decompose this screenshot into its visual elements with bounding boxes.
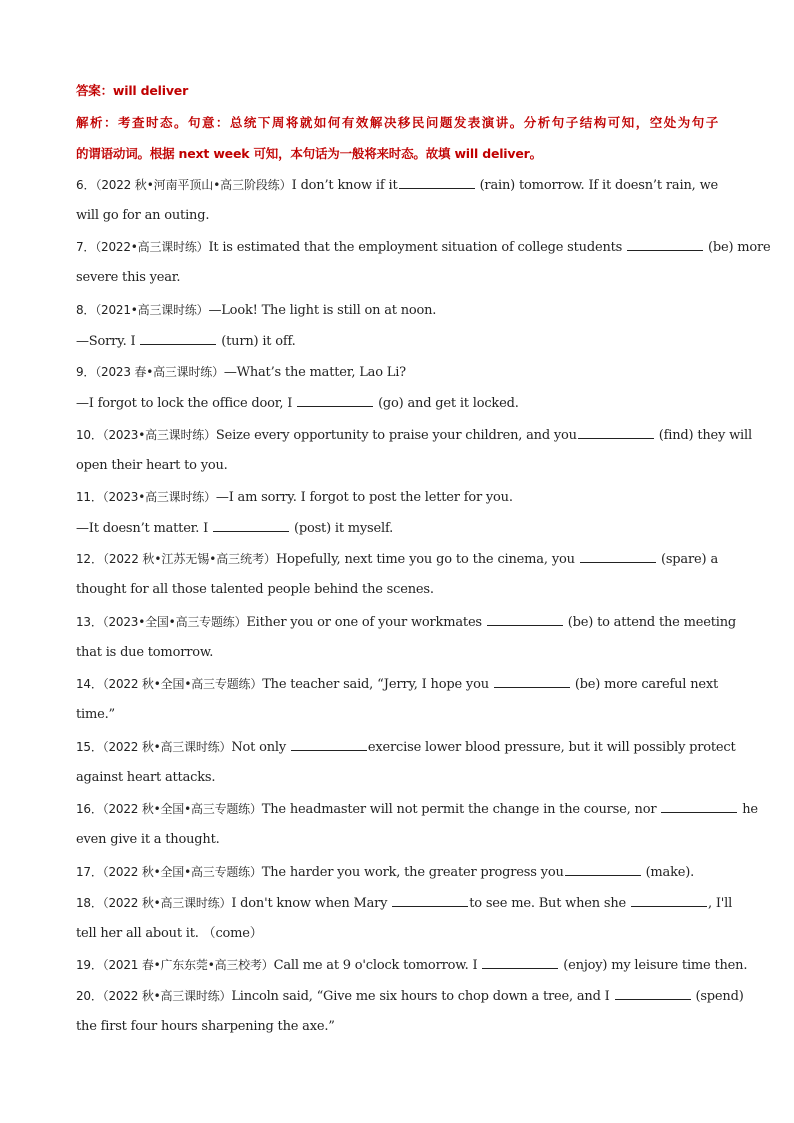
question-12: 12．（2022 秋•江苏无锡•高三统考）Hopefully, next time you go to the cinema, you (spare) a [76,552,718,567]
answer-blank[interactable] [399,176,475,189]
question-source: 12．（2022 秋•江苏无锡•高三统考） [76,552,276,566]
question-15-cont: against heart attacks. [76,770,216,785]
question-18-cont: tell her all about it. （come） [76,926,263,941]
question-source: 17．（2022 秋•全国•高三专题练） [76,865,262,879]
question-source: 15．（2022 秋•高三课时练） [76,740,232,754]
answer-blank[interactable] [627,238,703,251]
question-source: 13．（2023•全国•高三专题练） [76,615,247,629]
question-source: 10．（2023•高三课时练） [76,428,216,442]
question-18: 18．（2022 秋•高三课时练）I don't know when Mary to see me. But when she , I'll [76,896,733,911]
answer-blank[interactable] [661,800,737,813]
question-20-cont: the first four hours sharpening the axe.” [76,1019,335,1034]
question-6: 6．（2022 秋•河南平顶山•高三阶段练）I don’t know if it (rain) tomorrow. If it doesn’t rain, we [76,178,719,193]
question-11: 11．（2023•高三课时练）—I am sorry. I forgot to post the letter for you. [76,490,513,505]
question-14-cont: time.” [76,707,115,722]
question-source: 18．（2022 秋•高三课时练） [76,896,232,910]
answer-blank[interactable] [291,738,367,751]
question-source: 8．（2021•高三课时练） [76,303,209,317]
question-source: 19．（2021 春•广东东莞•高三校考） [76,958,274,972]
question-7: 7．（2022•高三课时练）It is estimated that the employment situation of college students (be) more [76,240,771,255]
question-20: 20．（2022 秋•高三课时练）Lincoln said, “Give me six hours to chop down a tree, and I (spend) [76,989,744,1004]
answer-blank[interactable] [580,550,656,563]
question-10: 10．（2023•高三课时练）Seize every opportunity to praise your children, and you (find) they will [76,428,752,443]
answer-blank[interactable] [487,613,563,626]
question-source: 6．（2022 秋•河南平顶山•高三阶段练） [76,178,292,192]
answer-blank[interactable] [482,956,558,969]
answer-blank[interactable] [297,394,373,407]
question-source: 11．（2023•高三课时练） [76,490,216,504]
question-15: 15．（2022 秋•高三课时练）Not only exercise lower blood pressure, but it will possibly protect [76,740,736,755]
question-9: 9．（2023 春•高三课时练）—What’s the matter, Lao Li? [76,365,406,380]
question-6-cont: will go for an outing. [76,208,210,223]
analysis-line-2: 的谓语动词。根据 next week 可知，本句话为一般将来时态。故填 will deliver。 [76,146,542,161]
question-source: 9．（2023 春•高三课时练） [76,365,224,379]
answer-blank[interactable] [578,426,654,439]
answer-blank[interactable] [494,675,570,688]
question-11-reply: —It doesn’t matter. I (post) it myself. [76,521,394,536]
question-12-cont: thought for all those talented people behind the scenes. [76,582,434,597]
question-8-reply: —Sorry. I (turn) it off. [76,334,296,349]
answer-blank[interactable] [213,519,289,532]
question-13-cont: that is due tomorrow. [76,645,214,660]
question-10-cont: open their heart to you. [76,458,228,473]
question-9-reply: —I forgot to lock the office door, I (go) and get it locked. [76,396,519,411]
question-source: 16．（2022 秋•全国•高三专题练） [76,802,262,816]
question-7-cont: severe this year. [76,270,181,285]
question-16-cont: even give it a thought. [76,832,220,847]
answer-blank[interactable] [615,987,691,1000]
question-source: 7．（2022•高三课时练） [76,240,209,254]
question-17: 17．（2022 秋•全国•高三专题练）The harder you work, the greater progress you (make). [76,865,695,880]
answer-blank[interactable] [392,894,468,907]
question-13: 13．（2023•全国•高三专题练）Either you or one of your workmates (be) to attend the meeting [76,615,737,630]
answer-blank[interactable] [140,332,216,345]
question-14: 14．（2022 秋•全国•高三专题练）The teacher said, “Jerry, I hope you (be) more careful next [76,677,719,692]
question-16: 16．（2022 秋•全国•高三专题练）The headmaster will not permit the change in the course, nor he [76,802,758,817]
answer-blank[interactable] [565,863,641,876]
answer-blank[interactable] [631,894,707,907]
answer-label: 答案：will deliver [76,83,189,98]
question-source: 14．（2022 秋•全国•高三专题练） [76,677,263,691]
question-source: 20．（2022 秋•高三课时练） [76,989,232,1003]
analysis-line-1: 解析：考查时态。句意：总统下周将就如何有效解决移民问题发表演讲。分析句子结构可知，空处为句子 [76,115,718,130]
question-19: 19．（2021 春•广东东莞•高三校考）Call me at 9 o'clock tomorrow. I (enjoy) my leisure time then. [76,958,748,973]
question-8: 8．（2021•高三课时练）—Look! The light is still on at noon. [76,303,437,318]
